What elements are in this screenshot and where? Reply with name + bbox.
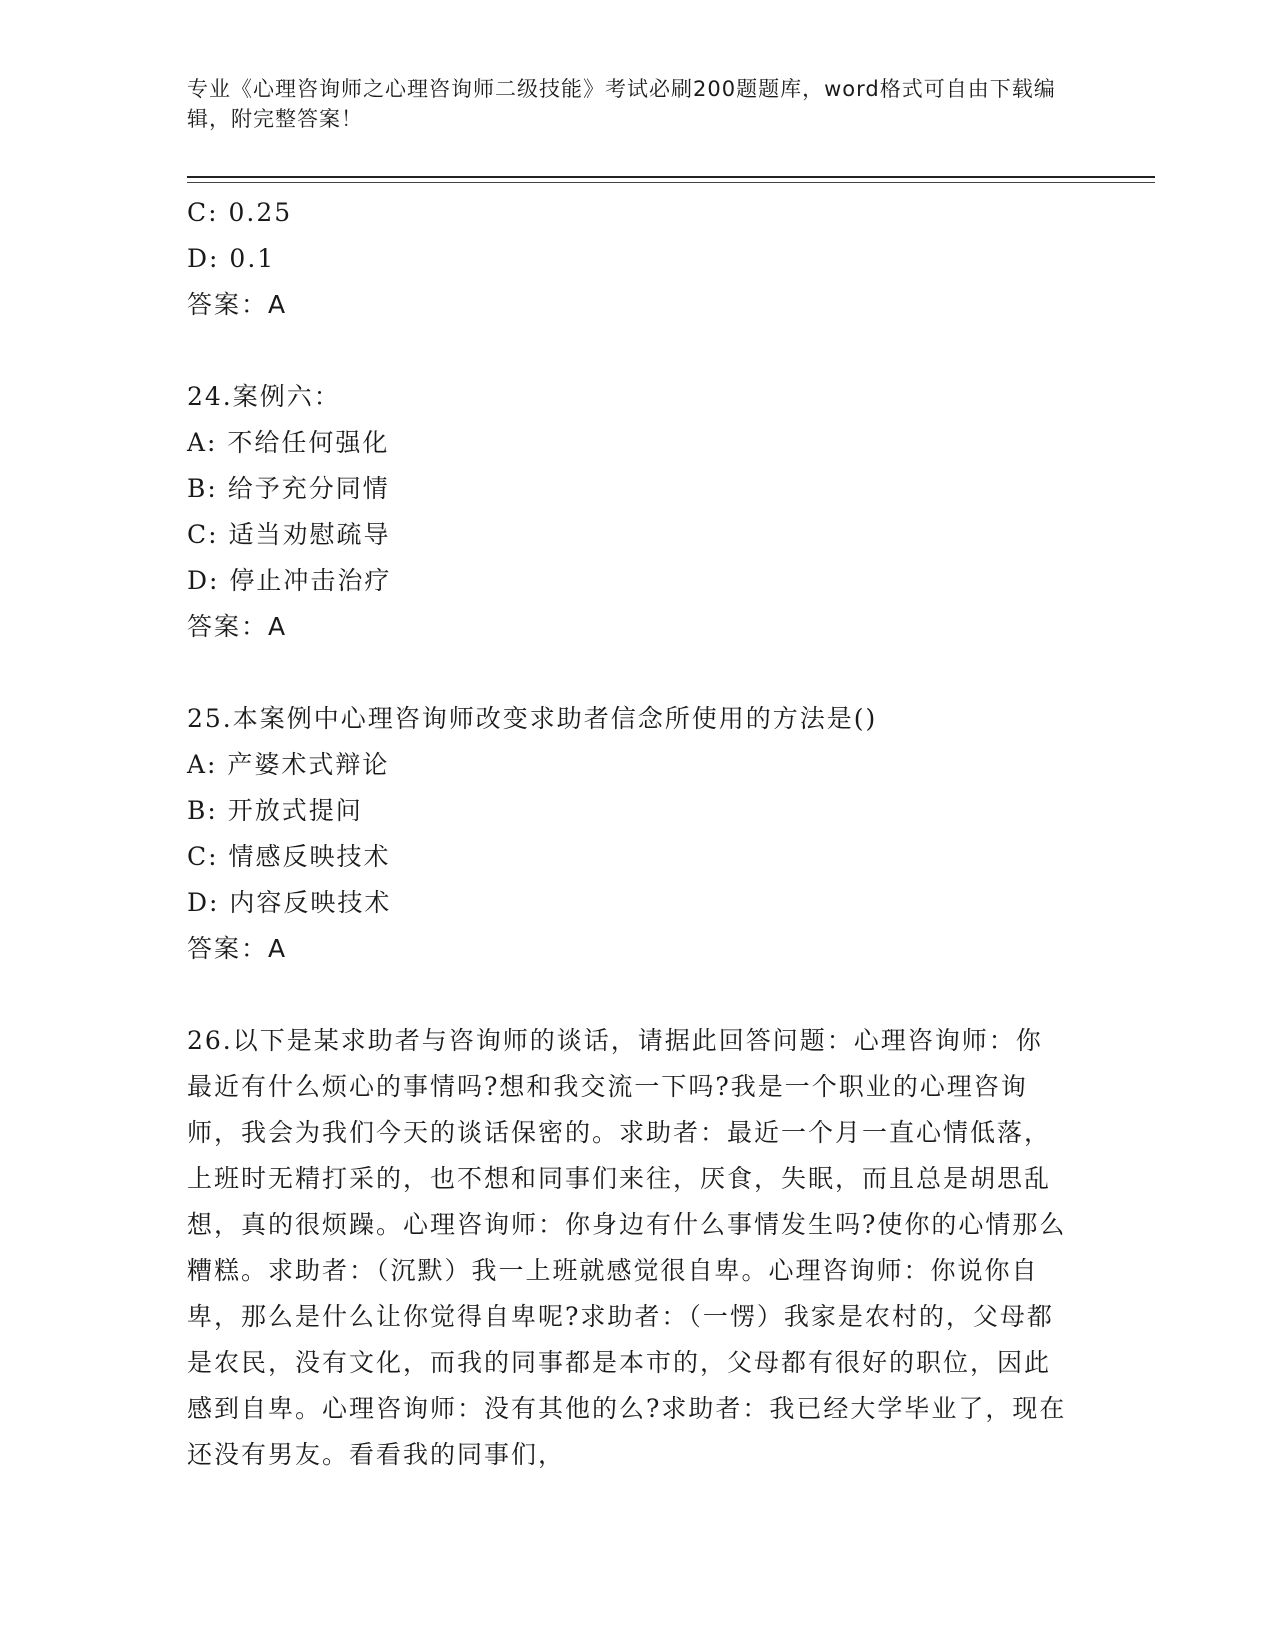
option-d: D: 0.1	[187, 244, 276, 273]
prev-question-tail	[187, 190, 1067, 328]
option-a: A: 产婆术式辩论	[187, 750, 390, 779]
question-24	[187, 374, 1067, 650]
document-header: 专业《心理咨询师之心理咨询师二级技能》考试必刷200题题库，word格式可自由下载编辑，附完整答案！	[187, 77, 1056, 131]
option-b: B: 给予充分同情	[187, 474, 390, 503]
option-d: D: 停止冲击治疗	[187, 566, 392, 595]
document-body	[187, 190, 1067, 1478]
question-stem: 24.案例六：	[187, 382, 341, 411]
option-c: C: 适当劝慰疏导	[187, 520, 391, 549]
question-26	[187, 1018, 1067, 1478]
option-c: C: 0.25	[187, 198, 293, 227]
answer-line: 答案：A	[187, 290, 288, 319]
option-b: B: 开放式提问	[187, 796, 363, 825]
spacer	[187, 650, 1067, 696]
option-a: A: 不给任何强化	[187, 428, 390, 457]
option-d: D: 内容反映技术	[187, 888, 392, 917]
question-stem: 26.以下是某求助者与咨询师的谈话，请据此回答问题：心理咨询师：你最近有什么烦心的事情吗?想和我交流一下吗?我是一个职业的心理咨询师，我会为我们今天的谈话保密的。求助者：最近一个月一直心情低落，上班时无精打采的，也不想和同事们来往，厌食，失眠，而且总是胡思乱想，真的很烦躁。心理咨询师：你身边有什么事情发生吗?使你的心情那么糟糕。求助者：（沉默）我一上班就感觉很自卑。心理咨询师：你说你自卑，那么是什么让你觉得自卑呢?求助者：（一愣）我家是农村的，父母都是农民，没有文化，而我的同事都是本市的，父母都有很好的职位，因此感到自卑。心理咨询师：没有其他的么?求助者：我已经大学毕业了，现在还没有男友。看看我的同事们，	[187, 1026, 1067, 1469]
spacer	[187, 328, 1067, 374]
spacer	[187, 972, 1067, 1018]
answer-line: 答案：A	[187, 934, 288, 963]
question-25	[187, 696, 1067, 972]
option-c: C: 情感反映技术	[187, 842, 391, 871]
header-divider-thick	[187, 176, 1155, 178]
header-divider-thin	[187, 182, 1155, 183]
question-stem: 25.本案例中心理咨询师改变求助者信念所使用的方法是()	[187, 704, 878, 733]
answer-line: 答案：A	[187, 612, 288, 641]
